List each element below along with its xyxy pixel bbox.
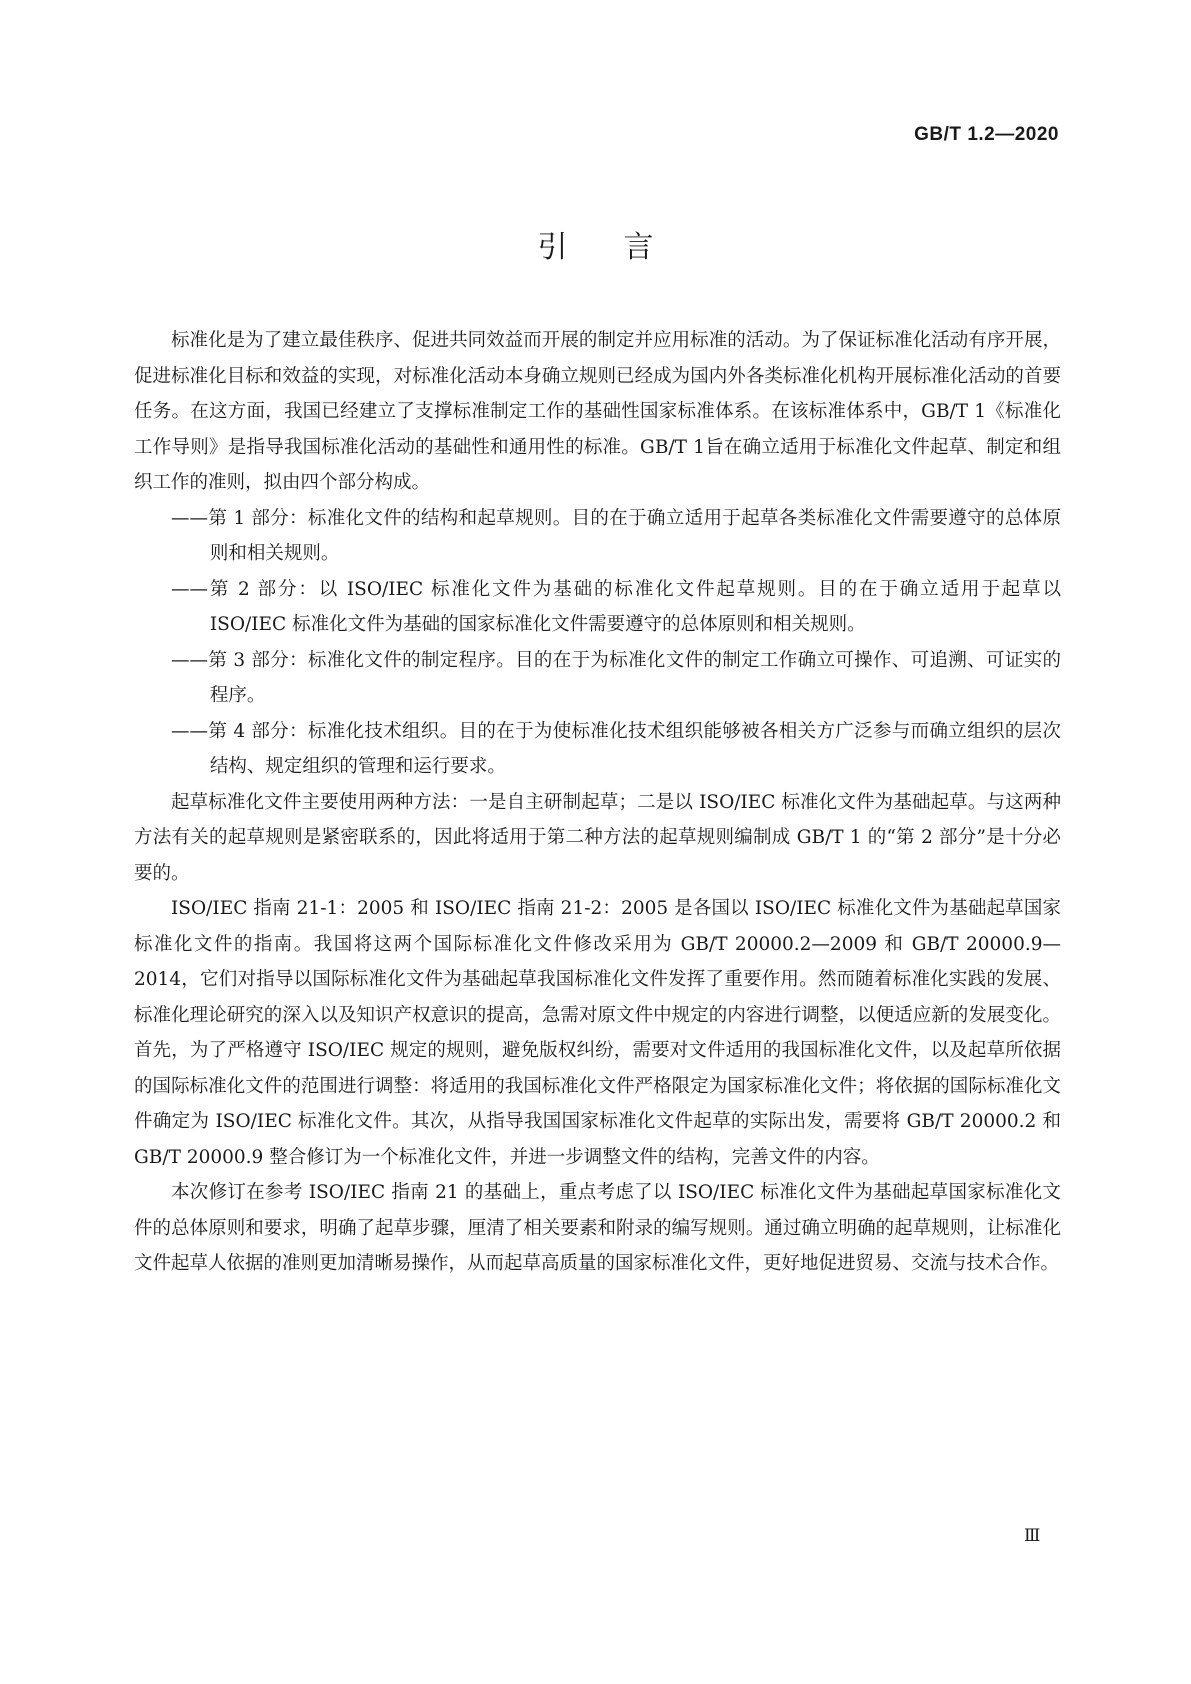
introduction-body xyxy=(134,323,1061,1282)
part-3-item: ——第 3 部分：标准化文件的制定程序。目的在于为标准化文件的制定工作确立可操作、可追溯、可证实的程序。 xyxy=(171,649,1061,706)
part-4-item: ——第 4 部分：标准化技术组织。目的在于为使标准化技术组织能够被各相关方广泛参与而确立组织的层次结构、规定组织的管理和运行要求。 xyxy=(171,720,1061,777)
intro-paragraph-2: 起草标准化文件主要使用两种方法：一是自主研制起草；二是以 ISO/IEC 标准化文件为基础起草。与这两种方法有关的起草规则是紧密联系的，因此将适用于第二种方法的起草规则编制成 GB/T 1 的“第 2 部分”是十分必要的。 xyxy=(134,791,1061,884)
intro-paragraph-3: ISO/IEC 指南 21-1：2005 和 ISO/IEC 指南 21-2：2005 是各国以 ISO/IEC 标准化文件为基础起草国家标准化文件的指南。我国将这两个国际标准化文件修改采用为 GB/T 20000.2—2009 和 GB/T 20000.9—2014，它们对指导以国际标准化文件为基础起草我国标准化文件发挥了重要作用。然而随着标准化实践的发展、标准化理论研究的深入以及知识产权意识的提高，急需对原文件中规定的内容进行调整，以便适应新的发展变化。首先，为了严格遵守 ISO/IEC 规定的规则，避免版权纠纷，需要对文件适用的我国标准化文件，以及起草所依据的国际标准化文件的范围进行调整：将适用的我国标准化文件严格限定为国家标准化文件；将依据的国际标准化文件确定为 ISO/IEC 标准化文件。其次，从指导我国国家标准化文件起草的实际出发，需要将 GB/T 20000.2 和 GB/T 20000.9 整合修订为一个标准化文件，并进一步调整文件的结构，完善文件的内容。 xyxy=(134,898,1061,1168)
part-2-item: ——第 2 部分：以 ISO/IEC 标准化文件为基础的标准化文件起草规则。目的在于确立适用于起草以 ISO/IEC 标准化文件为基础的国家标准化文件需要遵守的总体原则和相关规则。 xyxy=(171,578,1061,635)
part-1-item: ——第 1 部分：标准化文件的结构和起草规则。目的在于确立适用于起草各类标准化文件需要遵守的总体原则和相关规则。 xyxy=(171,507,1061,564)
page-title: 引言 xyxy=(537,230,710,265)
page-number: Ⅲ xyxy=(1024,1526,1041,1546)
document-code: GB/T 1.2—2020 xyxy=(914,124,1059,145)
intro-paragraph-4: 本次修订在参考 ISO/IEC 指南 21 的基础上，重点考虑了以 ISO/IEC 标准化文件为基础起草国家标准化文件的总体原则和要求，明确了起草步骤，厘清了相关要素和附录的编写规则。通过确立明确的起草规则，让标准化文件起草人依据的准则更加清晰易操作，从而起草高质量的国家标准化文件，更好地促进贸易、交流与技术合作。 xyxy=(134,1182,1061,1274)
intro-paragraph-1: 标准化是为了建立最佳秩序、促进共同效益而开展的制定并应用标准的活动。为了保证标准化活动有序开展，促进标准化目标和效益的实现，对标准化活动本身确立规则已经成为国内外各类标准化机构开展标准化活动的首要任务。在这方面，我国已经建立了支撑标准制定工作的基础性国家标准体系。在该标准体系中，GB/T 1《标准化工作导则》是指导我国标准化活动的基础性和通用性的标准。GB/T 1旨在确立适用于标准化文件起草、制定和组织工作的准则，拟由四个部分构成。 xyxy=(134,330,1061,493)
